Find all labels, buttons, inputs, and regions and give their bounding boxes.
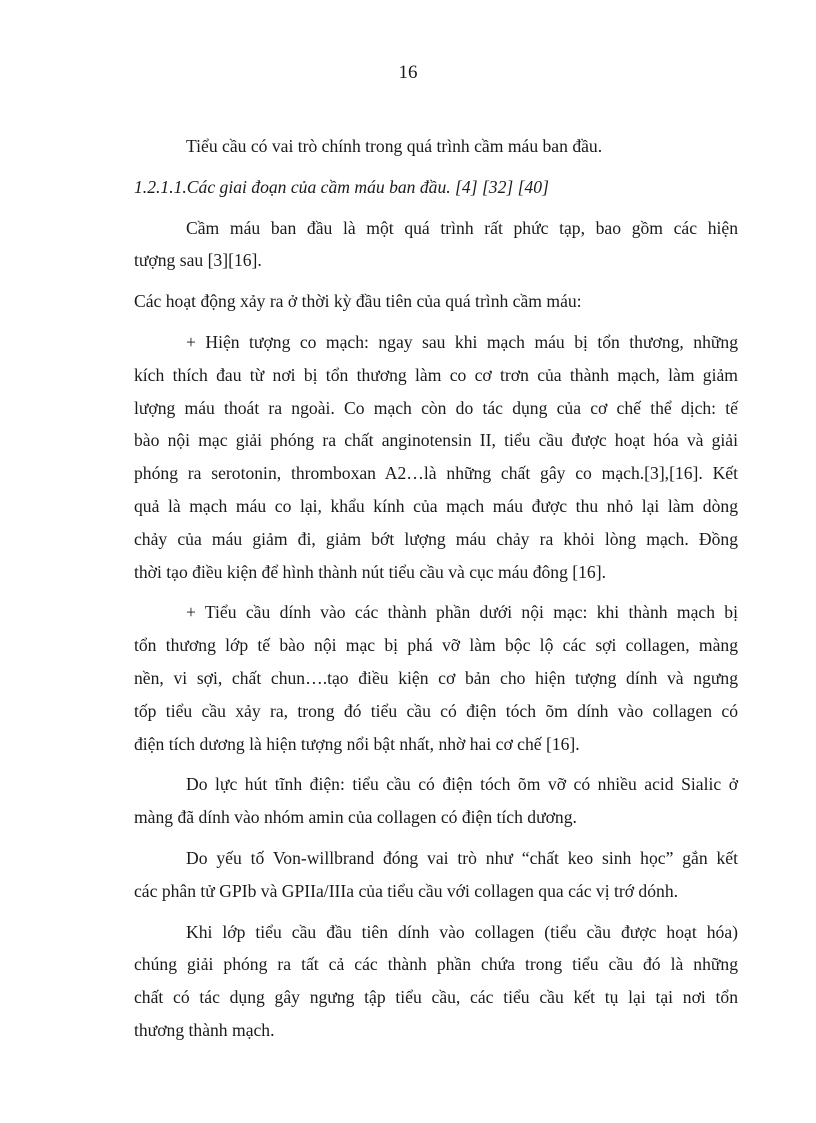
body-text [134, 130, 738, 1047]
text-line: Khi lớp tiểu cầu đầu tiên dính vào collagen (tiểu cầu được hoạt hóa) [186, 921, 738, 942]
paragraph [134, 842, 738, 908]
text-line: Tiểu cầu có vai trò chính trong quá trình cầm máu ban đầu. [186, 136, 603, 156]
paragraph [134, 916, 738, 1047]
text-line: màng đã dính vào nhóm amin của collagen có điện tích dương. [134, 807, 577, 828]
text-line: chúng giải phóng ra tất cả các thành phần chứa trong tiểu cầu đó là những [134, 954, 738, 975]
paragraph [134, 596, 738, 760]
text-line: thời tạo điều kiện để hình thành nút tiểu cầu và cục máu đông [16]. [134, 561, 606, 582]
paragraph [134, 285, 738, 318]
text-line: tượng sau [3][16]. [134, 250, 262, 271]
text-line: điện tích dương là hiện tượng nổi bật nhất, nhờ hai cơ chế [16]. [134, 733, 580, 754]
paragraph [134, 326, 738, 588]
text-line: + Hiện tượng co mạch: ngay sau khi mạch máu bị tổn thương, những [186, 331, 738, 352]
text-line: Cầm máu ban đầu là một quá trình rất phức tạp, bao gồm các hiện [186, 217, 738, 238]
text-line: phóng ra serotonin, thromboxan A2…là những chất gây co mạch.[3],[16]. Kết [134, 463, 738, 484]
text-line: bào nội mạc giải phóng ra chất anginotensin II, tiểu cầu được hoạt hóa và giải [134, 430, 738, 451]
text-line: quả là mạch máu co lại, khẩu kính của mạch máu được thu nhỏ lại làm dòng [134, 495, 738, 516]
text-line: nền, vi sợi, chất chun….tạo điều kiện cơ bản cho hiện tượng dính và ngưng [134, 667, 738, 688]
text-line: chất có tác dụng gây ngưng tập tiểu cầu, các tiểu cầu kết tụ lại tại nơi tổn [134, 987, 738, 1008]
page-number: 16 [398, 62, 418, 83]
text-line: tổn thương lớp tế bào nội mạc bị phá vỡ làm bộc lộ các sợi collagen, màng [134, 635, 738, 656]
paragraph [134, 130, 738, 163]
text-line: thương thành mạch. [134, 1019, 275, 1040]
text-line: các phân tử GPIb và GPIIa/IIIa của tiểu cầu với collagen qua các vị trớ dónh. [134, 880, 679, 901]
paragraph [134, 768, 738, 834]
section-heading [134, 171, 738, 204]
text-line: Các hoạt động xảy ra ở thời kỳ đầu tiên của quá trình cầm máu: [134, 291, 582, 312]
text-line: kích thích đau từ nơi bị tổn thương làm co cơ trơn của thành mạch, làm giảm [134, 364, 738, 385]
paragraph [134, 212, 738, 278]
text-line: lượng máu thoát ra ngoài. Co mạch còn do tác dụng của cơ chế thể dịch: tế [134, 397, 738, 418]
text-line: Do yếu tố Von-willbrand đóng vai trò như “chất keo sinh học” gắn kết [186, 847, 738, 868]
text-line: tốp tiểu cầu xảy ra, trong đó tiểu cầu có điện tóch õm dính vào collagen có [134, 700, 738, 721]
heading-line: 1.2.1.1.Các giai đoạn của cầm máu ban đầu. [4] [32] [40] [134, 176, 549, 197]
text-line: Do lực hút tĩnh điện: tiểu cầu có điện tóch õm vỡ có nhiều acid Sialic ở [186, 774, 738, 795]
text-line: + Tiểu cầu dính vào các thành phần dưới nội mạc: khi thành mạch bị [186, 602, 738, 623]
text-line: chảy của máu giảm đi, giảm bớt lượng máu chảy ra khỏi lòng mạch. Đồng [134, 528, 738, 549]
